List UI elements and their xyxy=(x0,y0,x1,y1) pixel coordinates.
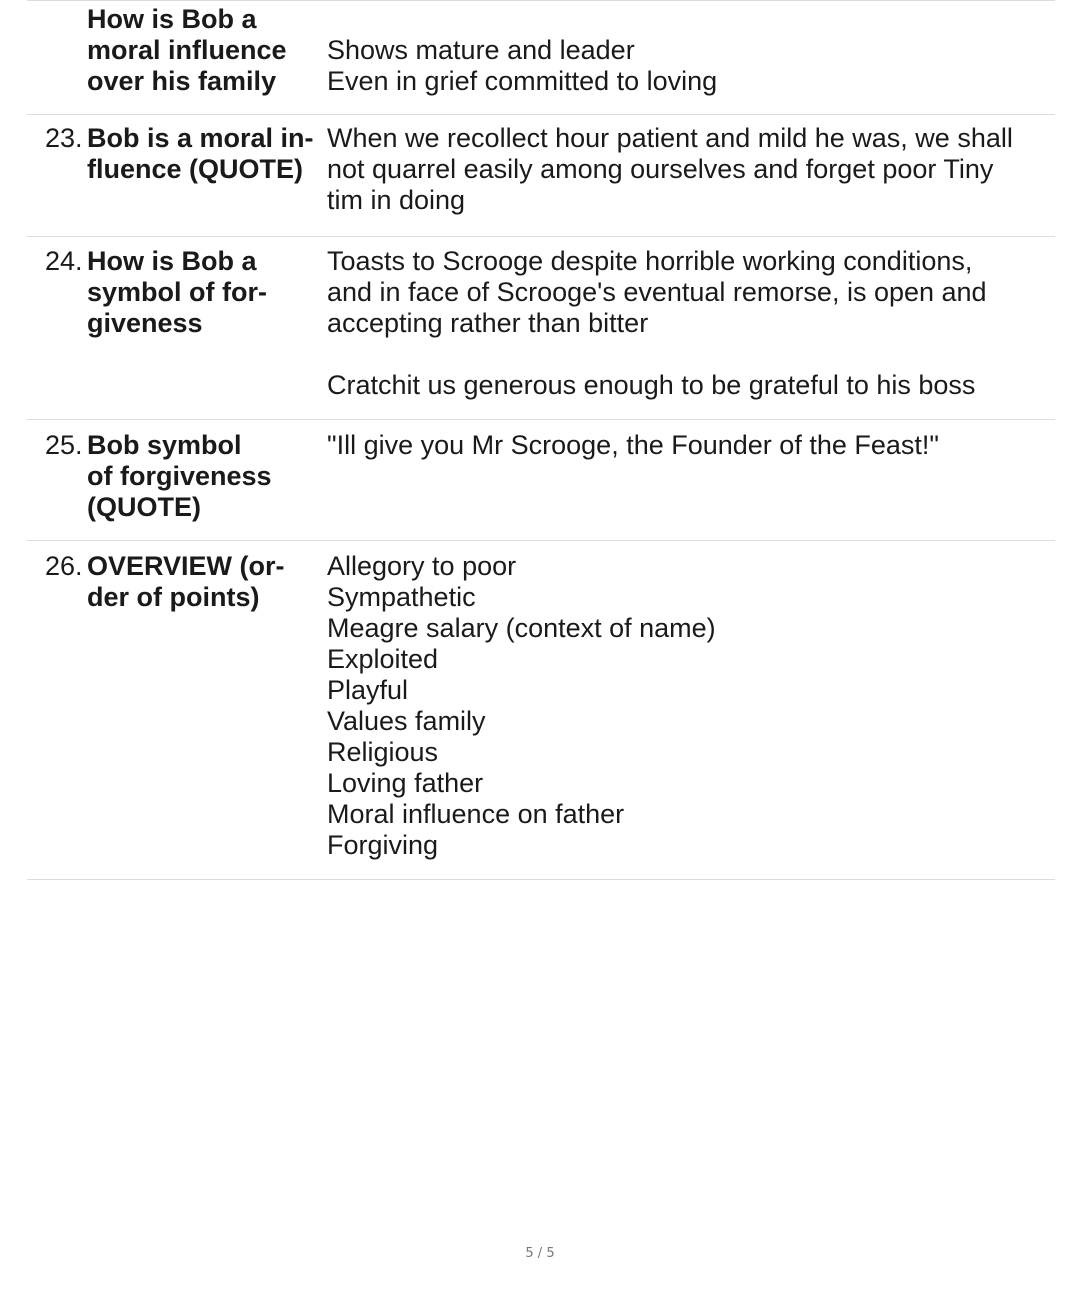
definition-line: Loving father xyxy=(327,768,484,798)
definition-line xyxy=(327,339,1055,370)
row-number: 24. xyxy=(45,246,83,276)
definition-line: Values family xyxy=(327,706,486,736)
definition-line: not quarrel easily among ourselves and forget poor Tiny xyxy=(327,154,994,184)
row-definition xyxy=(327,4,1055,114)
term-line: over his family xyxy=(87,66,277,96)
table-row xyxy=(27,115,1055,237)
page-indicator: 5 / 5 xyxy=(525,1246,555,1261)
table-row xyxy=(27,1,1055,115)
row-term xyxy=(87,551,327,879)
term-line: moral influence xyxy=(87,35,287,65)
row-term xyxy=(87,430,327,540)
row-term xyxy=(87,246,327,419)
term-line: symbol of for- xyxy=(87,277,267,307)
flashcard-table xyxy=(27,0,1055,880)
table-row xyxy=(27,237,1055,420)
row-definition xyxy=(327,246,1055,419)
row-definition xyxy=(327,551,1055,879)
definition-line: Allegory to poor xyxy=(327,551,517,581)
row-term xyxy=(87,123,327,236)
definition-line: tim in doing xyxy=(327,185,466,215)
term-line: Bob is a moral in- xyxy=(87,123,314,153)
definition-line: Sympathetic xyxy=(327,582,476,612)
table-row xyxy=(27,541,1055,880)
term-line: Bob symbol xyxy=(87,430,242,460)
table-row xyxy=(27,420,1055,541)
definition-line: and in face of Scrooge's eventual remorse, is open and xyxy=(327,277,987,307)
row-number: 26. xyxy=(45,551,83,581)
row-definition xyxy=(327,430,1055,540)
row-number: 25. xyxy=(45,430,83,460)
definition-line: Shows mature and leader xyxy=(327,35,635,65)
row-number xyxy=(27,4,87,114)
term-line: fluence (QUOTE) xyxy=(87,154,304,184)
definition-line: Meagre salary (context of name) xyxy=(327,613,716,643)
definition-line: Exploited xyxy=(327,644,439,674)
definition-line: accepting rather than bitter xyxy=(327,308,649,338)
definition-line: "Ill give you Mr Scrooge, the Founder of the Feast!" xyxy=(327,430,939,460)
term-line: OVERVIEW (or- xyxy=(87,551,285,581)
definition-line: Toasts to Scrooge despite horrible working conditions, xyxy=(327,246,973,276)
definition-line xyxy=(327,4,1055,35)
row-definition xyxy=(327,123,1055,236)
term-line: How is Bob a xyxy=(87,4,257,34)
term-line: of forgiveness xyxy=(87,461,272,491)
term-line: giveness xyxy=(87,308,203,338)
definition-line: When we recollect hour patient and mild he was, we shall xyxy=(327,123,1013,153)
row-term xyxy=(87,4,327,114)
definition-line: Religious xyxy=(327,737,439,767)
definition-line: Even in grief committed to loving xyxy=(327,66,718,96)
term-line: How is Bob a xyxy=(87,246,257,276)
definition-line: Moral influence on father xyxy=(327,799,625,829)
term-line: der of points) xyxy=(87,582,260,612)
definition-line: Playful xyxy=(327,675,409,705)
term-line: (QUOTE) xyxy=(87,492,201,522)
definition-line: Forgiving xyxy=(327,830,439,860)
row-number: 23. xyxy=(45,123,83,153)
definition-line: Cratchit us generous enough to be grateful to his boss xyxy=(327,370,976,400)
